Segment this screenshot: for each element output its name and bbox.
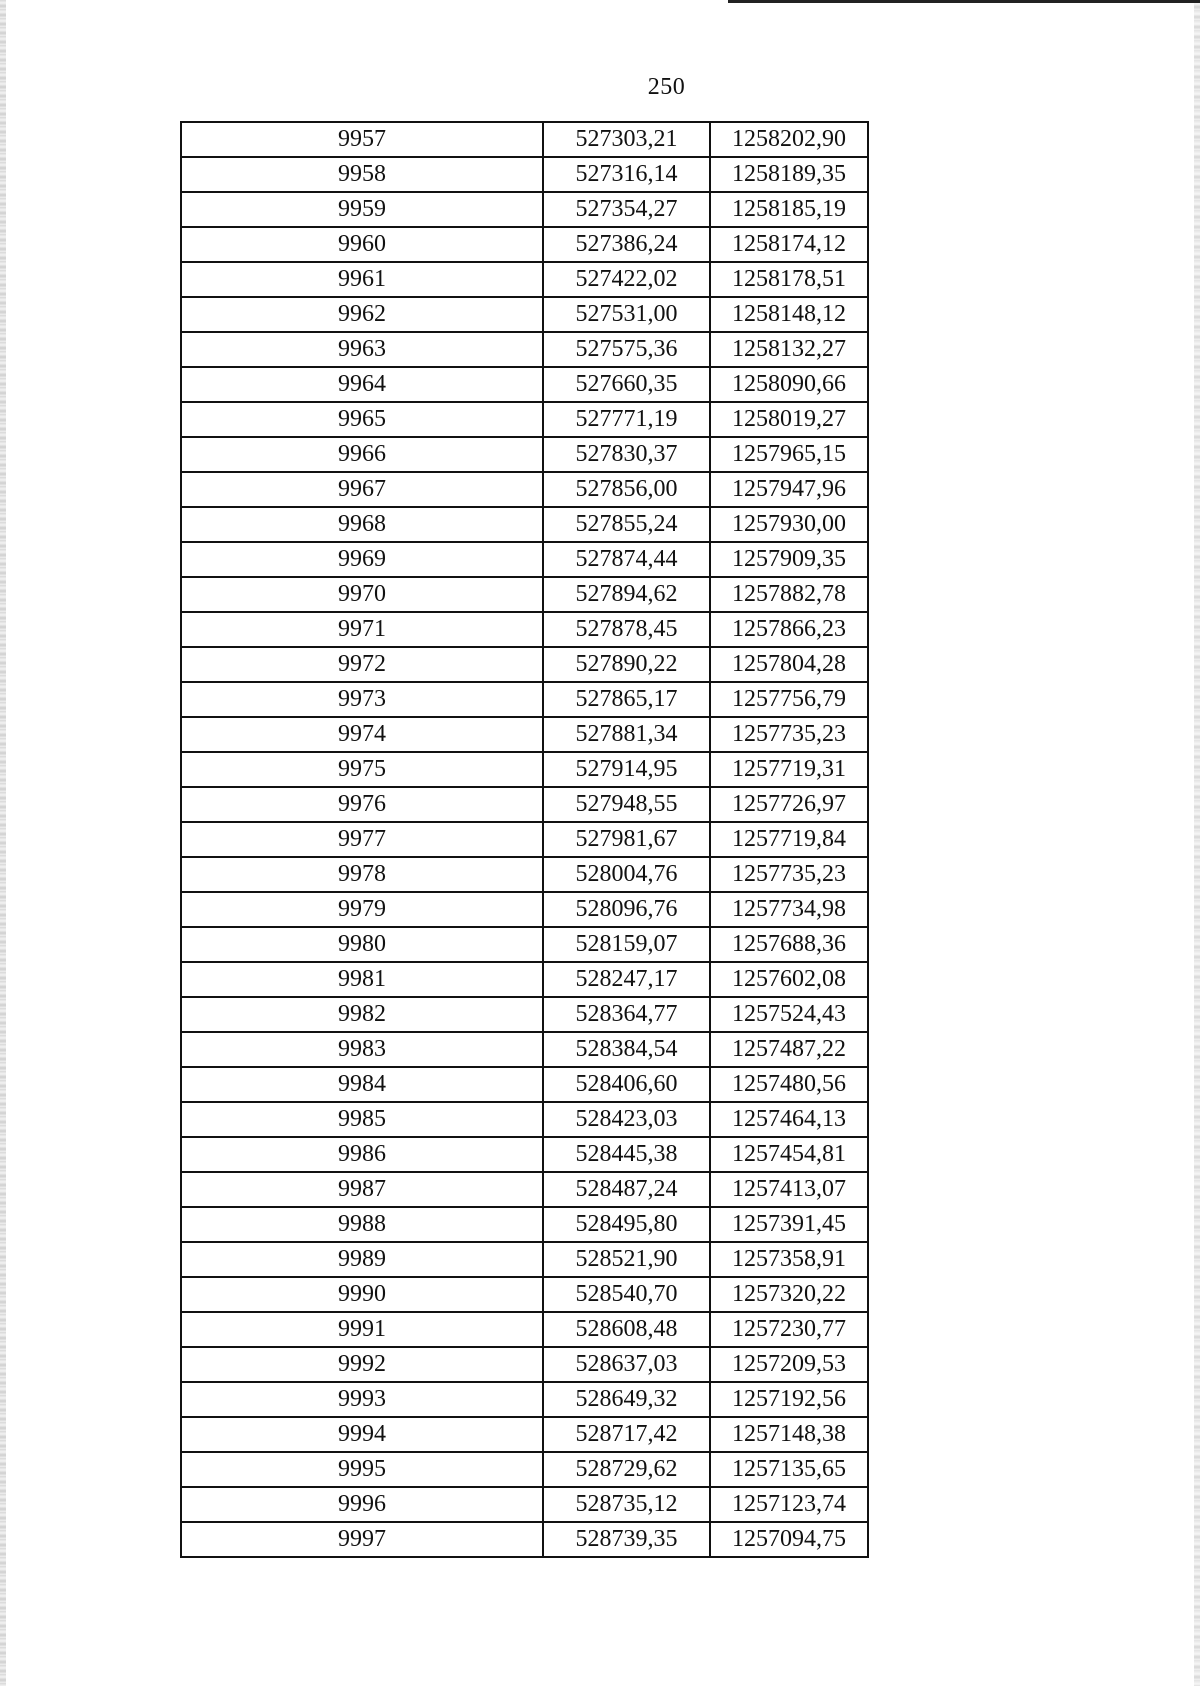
y-coordinate-cell: 1257230,77 bbox=[710, 1312, 868, 1347]
table-row bbox=[181, 542, 868, 577]
point-number-cell: 9995 bbox=[181, 1452, 543, 1487]
table-body bbox=[181, 122, 868, 1557]
x-coordinate-cell: 528423,03 bbox=[543, 1102, 710, 1137]
table-row bbox=[181, 1277, 868, 1312]
x-coordinate-cell: 527981,67 bbox=[543, 822, 710, 857]
point-number-cell: 9970 bbox=[181, 577, 543, 612]
table-row bbox=[181, 752, 868, 787]
y-coordinate-cell: 1257947,96 bbox=[710, 472, 868, 507]
table-row bbox=[181, 1417, 868, 1452]
x-coordinate-cell: 528649,32 bbox=[543, 1382, 710, 1417]
point-number-cell: 9966 bbox=[181, 437, 543, 472]
y-coordinate-cell: 1257148,38 bbox=[710, 1417, 868, 1452]
y-coordinate-cell: 1257487,22 bbox=[710, 1032, 868, 1067]
scan-edge-left bbox=[0, 0, 6, 1686]
y-coordinate-cell: 1257965,15 bbox=[710, 437, 868, 472]
x-coordinate-cell: 528739,35 bbox=[543, 1522, 710, 1557]
point-number-cell: 9982 bbox=[181, 997, 543, 1032]
y-coordinate-cell: 1257454,81 bbox=[710, 1137, 868, 1172]
x-coordinate-cell: 527354,27 bbox=[543, 192, 710, 227]
point-number-cell: 9984 bbox=[181, 1067, 543, 1102]
y-coordinate-cell: 1258185,19 bbox=[710, 192, 868, 227]
point-number-cell: 9960 bbox=[181, 227, 543, 262]
point-number-cell: 9968 bbox=[181, 507, 543, 542]
table-row bbox=[181, 507, 868, 542]
point-number-cell: 9992 bbox=[181, 1347, 543, 1382]
x-coordinate-cell: 528495,80 bbox=[543, 1207, 710, 1242]
y-coordinate-cell: 1257358,91 bbox=[710, 1242, 868, 1277]
y-coordinate-cell: 1258178,51 bbox=[710, 262, 868, 297]
point-number-cell: 9996 bbox=[181, 1487, 543, 1522]
table-row bbox=[181, 1172, 868, 1207]
x-coordinate-cell: 527660,35 bbox=[543, 367, 710, 402]
x-coordinate-cell: 527890,22 bbox=[543, 647, 710, 682]
y-coordinate-cell: 1257735,23 bbox=[710, 857, 868, 892]
x-coordinate-cell: 527855,24 bbox=[543, 507, 710, 542]
point-number-cell: 9959 bbox=[181, 192, 543, 227]
point-number-cell: 9969 bbox=[181, 542, 543, 577]
point-number-cell: 9979 bbox=[181, 892, 543, 927]
table-row bbox=[181, 997, 868, 1032]
table-row bbox=[181, 577, 868, 612]
x-coordinate-cell: 528096,76 bbox=[543, 892, 710, 927]
y-coordinate-cell: 1257866,23 bbox=[710, 612, 868, 647]
point-number-cell: 9957 bbox=[181, 122, 543, 157]
table-row bbox=[181, 262, 868, 297]
x-coordinate-cell: 527303,21 bbox=[543, 122, 710, 157]
point-number-cell: 9986 bbox=[181, 1137, 543, 1172]
point-number-cell: 9976 bbox=[181, 787, 543, 822]
x-coordinate-cell: 527575,36 bbox=[543, 332, 710, 367]
y-coordinate-cell: 1257719,84 bbox=[710, 822, 868, 857]
y-coordinate-cell: 1258202,90 bbox=[710, 122, 868, 157]
y-coordinate-cell: 1257882,78 bbox=[710, 577, 868, 612]
table-row bbox=[181, 227, 868, 262]
table-row bbox=[181, 367, 868, 402]
y-coordinate-cell: 1257735,23 bbox=[710, 717, 868, 752]
table-row bbox=[181, 472, 868, 507]
point-number-cell: 9967 bbox=[181, 472, 543, 507]
point-number-cell: 9990 bbox=[181, 1277, 543, 1312]
table-row bbox=[181, 1207, 868, 1242]
point-number-cell: 9993 bbox=[181, 1382, 543, 1417]
coordinates-table bbox=[180, 121, 869, 1558]
point-number-cell: 9980 bbox=[181, 927, 543, 962]
y-coordinate-cell: 1257719,31 bbox=[710, 752, 868, 787]
point-number-cell: 9975 bbox=[181, 752, 543, 787]
point-number-cell: 9991 bbox=[181, 1312, 543, 1347]
y-coordinate-cell: 1257135,65 bbox=[710, 1452, 868, 1487]
point-number-cell: 9989 bbox=[181, 1242, 543, 1277]
x-coordinate-cell: 528487,24 bbox=[543, 1172, 710, 1207]
y-coordinate-cell: 1257123,74 bbox=[710, 1487, 868, 1522]
table-row bbox=[181, 857, 868, 892]
table-row bbox=[181, 682, 868, 717]
y-coordinate-cell: 1257602,08 bbox=[710, 962, 868, 997]
table-row bbox=[181, 297, 868, 332]
point-number-cell: 9964 bbox=[181, 367, 543, 402]
y-coordinate-cell: 1258132,27 bbox=[710, 332, 868, 367]
y-coordinate-cell: 1258148,12 bbox=[710, 297, 868, 332]
x-coordinate-cell: 528004,76 bbox=[543, 857, 710, 892]
y-coordinate-cell: 1257413,07 bbox=[710, 1172, 868, 1207]
x-coordinate-cell: 527865,17 bbox=[543, 682, 710, 717]
y-coordinate-cell: 1258189,35 bbox=[710, 157, 868, 192]
y-coordinate-cell: 1258174,12 bbox=[710, 227, 868, 262]
table-row bbox=[181, 962, 868, 997]
point-number-cell: 9983 bbox=[181, 1032, 543, 1067]
table-row bbox=[181, 822, 868, 857]
x-coordinate-cell: 527386,24 bbox=[543, 227, 710, 262]
x-coordinate-cell: 527316,14 bbox=[543, 157, 710, 192]
point-number-cell: 9965 bbox=[181, 402, 543, 437]
table-row bbox=[181, 787, 868, 822]
point-number-cell: 9973 bbox=[181, 682, 543, 717]
y-coordinate-cell: 1257464,13 bbox=[710, 1102, 868, 1137]
table-row bbox=[181, 192, 868, 227]
x-coordinate-cell: 527422,02 bbox=[543, 262, 710, 297]
point-number-cell: 9958 bbox=[181, 157, 543, 192]
point-number-cell: 9977 bbox=[181, 822, 543, 857]
point-number-cell: 9961 bbox=[181, 262, 543, 297]
x-coordinate-cell: 527914,95 bbox=[543, 752, 710, 787]
table-row bbox=[181, 1102, 868, 1137]
scan-edge-right bbox=[1194, 0, 1200, 1686]
table-row bbox=[181, 647, 868, 682]
y-coordinate-cell: 1257804,28 bbox=[710, 647, 868, 682]
table-row bbox=[181, 402, 868, 437]
x-coordinate-cell: 528729,62 bbox=[543, 1452, 710, 1487]
y-coordinate-cell: 1257930,00 bbox=[710, 507, 868, 542]
y-coordinate-cell: 1257909,35 bbox=[710, 542, 868, 577]
y-coordinate-cell: 1257320,22 bbox=[710, 1277, 868, 1312]
table-row bbox=[181, 612, 868, 647]
table-row bbox=[181, 437, 868, 472]
point-number-cell: 9985 bbox=[181, 1102, 543, 1137]
table-row bbox=[181, 1242, 868, 1277]
x-coordinate-cell: 528159,07 bbox=[543, 927, 710, 962]
point-number-cell: 9963 bbox=[181, 332, 543, 367]
point-number-cell: 9962 bbox=[181, 297, 543, 332]
y-coordinate-cell: 1258019,27 bbox=[710, 402, 868, 437]
x-coordinate-cell: 527881,34 bbox=[543, 717, 710, 752]
table-row bbox=[181, 927, 868, 962]
x-coordinate-cell: 527830,37 bbox=[543, 437, 710, 472]
page-number: 250 bbox=[647, 74, 686, 100]
coordinates-table-container bbox=[180, 121, 869, 1558]
point-number-cell: 9997 bbox=[181, 1522, 543, 1557]
table-row bbox=[181, 1312, 868, 1347]
table-row bbox=[181, 1032, 868, 1067]
x-coordinate-cell: 528608,48 bbox=[543, 1312, 710, 1347]
x-coordinate-cell: 528637,03 bbox=[543, 1347, 710, 1382]
x-coordinate-cell: 528540,70 bbox=[543, 1277, 710, 1312]
y-coordinate-cell: 1257726,97 bbox=[710, 787, 868, 822]
table-row bbox=[181, 157, 868, 192]
y-coordinate-cell: 1257688,36 bbox=[710, 927, 868, 962]
table-row bbox=[181, 1382, 868, 1417]
y-coordinate-cell: 1257756,79 bbox=[710, 682, 868, 717]
x-coordinate-cell: 528364,77 bbox=[543, 997, 710, 1032]
point-number-cell: 9981 bbox=[181, 962, 543, 997]
point-number-cell: 9988 bbox=[181, 1207, 543, 1242]
point-number-cell: 9994 bbox=[181, 1417, 543, 1452]
table-row bbox=[181, 332, 868, 367]
x-coordinate-cell: 527771,19 bbox=[543, 402, 710, 437]
x-coordinate-cell: 528406,60 bbox=[543, 1067, 710, 1102]
scan-edge-top bbox=[728, 0, 1200, 3]
x-coordinate-cell: 527874,44 bbox=[543, 542, 710, 577]
point-number-cell: 9987 bbox=[181, 1172, 543, 1207]
x-coordinate-cell: 528521,90 bbox=[543, 1242, 710, 1277]
point-number-cell: 9974 bbox=[181, 717, 543, 752]
table-row bbox=[181, 1067, 868, 1102]
y-coordinate-cell: 1257209,53 bbox=[710, 1347, 868, 1382]
y-coordinate-cell: 1258090,66 bbox=[710, 367, 868, 402]
y-coordinate-cell: 1257480,56 bbox=[710, 1067, 868, 1102]
x-coordinate-cell: 527856,00 bbox=[543, 472, 710, 507]
table-row bbox=[181, 1347, 868, 1382]
x-coordinate-cell: 527878,45 bbox=[543, 612, 710, 647]
x-coordinate-cell: 527531,00 bbox=[543, 297, 710, 332]
y-coordinate-cell: 1257524,43 bbox=[710, 997, 868, 1032]
x-coordinate-cell: 528445,38 bbox=[543, 1137, 710, 1172]
table-row bbox=[181, 892, 868, 927]
x-coordinate-cell: 527948,55 bbox=[543, 787, 710, 822]
point-number-cell: 9972 bbox=[181, 647, 543, 682]
table-row bbox=[181, 1137, 868, 1172]
point-number-cell: 9971 bbox=[181, 612, 543, 647]
table-row bbox=[181, 122, 868, 157]
table-row bbox=[181, 1487, 868, 1522]
x-coordinate-cell: 528735,12 bbox=[543, 1487, 710, 1522]
x-coordinate-cell: 528717,42 bbox=[543, 1417, 710, 1452]
table-row bbox=[181, 1452, 868, 1487]
y-coordinate-cell: 1257192,56 bbox=[710, 1382, 868, 1417]
y-coordinate-cell: 1257094,75 bbox=[710, 1522, 868, 1557]
y-coordinate-cell: 1257734,98 bbox=[710, 892, 868, 927]
x-coordinate-cell: 528384,54 bbox=[543, 1032, 710, 1067]
y-coordinate-cell: 1257391,45 bbox=[710, 1207, 868, 1242]
table-row bbox=[181, 1522, 868, 1557]
point-number-cell: 9978 bbox=[181, 857, 543, 892]
x-coordinate-cell: 528247,17 bbox=[543, 962, 710, 997]
x-coordinate-cell: 527894,62 bbox=[543, 577, 710, 612]
table-row bbox=[181, 717, 868, 752]
